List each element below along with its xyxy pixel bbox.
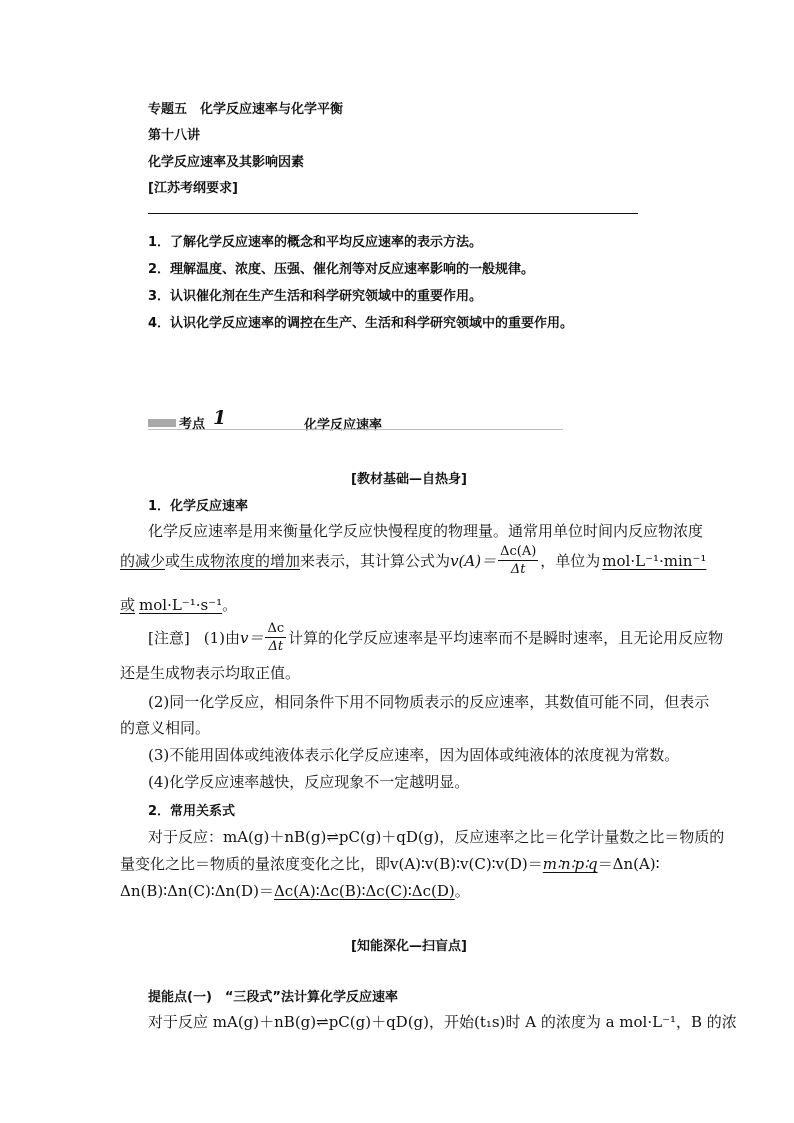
relation-line-1: 对于反应：mA(g)＋nB(g)⇌pC(g)＋qD(g)，反应速率之比＝化学计量数之比＝物质的 — [148, 828, 725, 846]
blank-coefficients: m∶n∶p∶q — [542, 855, 598, 873]
kaodian-underline — [148, 429, 563, 430]
note-label: [注意] — [148, 629, 190, 647]
relation-line-2-text: 量变化之比＝物质的量浓度变化之比，即v(A)∶v(B)∶v(C)∶v(D)＝ — [120, 855, 543, 873]
kaodian-bar — [148, 419, 176, 427]
note-1-line-1 — [148, 622, 723, 653]
period: 。 — [222, 596, 238, 614]
formula-denominator: Δt — [510, 562, 526, 577]
lecture-subtitle: 化学反应速率及其影响因素 — [148, 155, 305, 170]
lecture-number: 第十八讲 — [148, 128, 201, 143]
formula-numerator: Δc(A) — [500, 544, 537, 559]
objective-1: 1．了解化学反应速率的概念和平均反应速率的表示方法。 — [148, 235, 483, 250]
note-formula-denominator: Δt — [268, 639, 284, 654]
note-formula-fraction — [265, 622, 286, 653]
topic-title: 专题五 化学反应速率与化学平衡 — [148, 102, 344, 117]
blank-decrease: 的减少 — [120, 552, 166, 570]
note-3: (3)不能用固体或纯液体表示化学反应速率，因为固体或纯液体的浓度视为常数。 — [148, 746, 680, 764]
relation-line-3 — [120, 880, 470, 901]
kaodian-title: 化学反应速率 — [304, 418, 383, 433]
note-1-v: v＝ — [239, 629, 264, 647]
para-1-line-3 — [120, 594, 237, 615]
rate-formula-fraction — [498, 545, 538, 576]
outline-title: [江苏考纲要求] — [148, 181, 238, 196]
para-1-line-2 — [120, 545, 706, 576]
item-2-title: 2．常用关系式 — [148, 804, 236, 819]
relation-line-3-text: Δn(B)∶Δn(C)∶Δn(D)＝ — [120, 882, 274, 900]
relation-line-2 — [120, 853, 660, 874]
objective-4: 4．认识化学反应速率的调控在生产、生活和科学研究领域中的重要作用。 — [148, 316, 574, 331]
header-divider — [148, 213, 638, 214]
relation-line-3-tail: 。 — [454, 882, 470, 900]
note-formula-numerator: Δc — [267, 621, 285, 636]
objective-3: 3．认识催化剂在生产生活和科学研究领域中的重要作用。 — [148, 289, 483, 304]
section-heading-basics: [教材基础—自热身] — [351, 472, 467, 487]
note-1-line-2: 还是生成物表示均取正值。 — [120, 664, 301, 682]
note-1-text: 计算的化学反应速率是平均速率而不是瞬时速率，且无论用反应物 — [288, 629, 724, 647]
para-1-line-1: 化学反应速率是用来衡量化学反应快慢程度的物理量。通常用单位时间内反应物浓度 — [148, 522, 704, 540]
section-heading-deepen: [知能深化—扫盲点] — [351, 939, 467, 954]
item-1-title: 1．化学反应速率 — [148, 499, 249, 514]
note-1-prefix: (1)由 — [203, 629, 240, 647]
note-4: (4)化学反应速率越快，反应现象不一定越明显。 — [148, 773, 470, 791]
blank-unit-min: mol·L⁻¹·min⁻¹ — [602, 551, 707, 570]
text-or: 或 — [165, 552, 181, 570]
formula-lhs: v(A)＝ — [450, 552, 497, 570]
text-formula-intro: 来表示，其计算公式为 — [300, 552, 451, 570]
point-title: 提能点(一) “三段式”法计算化学反应速率 — [148, 990, 398, 1005]
blank-unit-s: mol·L⁻¹·s⁻¹ — [139, 596, 223, 614]
text-or-2: 或 — [120, 596, 136, 614]
blank-increase: 生成物浓度的增加 — [180, 552, 301, 570]
blank-concentration-changes: Δc(A)∶Δc(B)∶Δc(C)∶Δc(D) — [273, 882, 455, 900]
kaodian-label: 考点 — [179, 417, 206, 432]
objective-2: 2．理解温度、浓度、压强、催化剂等对反应速率影响的一般规律。 — [148, 262, 535, 277]
relation-line-2-tail: ＝Δn(A)∶ — [597, 855, 660, 873]
note-2-line-2: 的意义相同。 — [120, 719, 211, 737]
note-2-line-1: (2)同一化学反应，相同条件下用不同物质表示的反应速率，其数值可能不同，但表示 — [148, 693, 710, 711]
text-unit-intro: ，单位为 — [540, 552, 601, 570]
kaodian-number: 1 — [213, 407, 227, 429]
point-para-line-1: 对于反应 mA(g)＋nB(g)⇌pC(g)＋qD(g)，开始(t₁s)时 A 的浓度为 a mol·L⁻¹，B 的浓 — [148, 1013, 737, 1031]
